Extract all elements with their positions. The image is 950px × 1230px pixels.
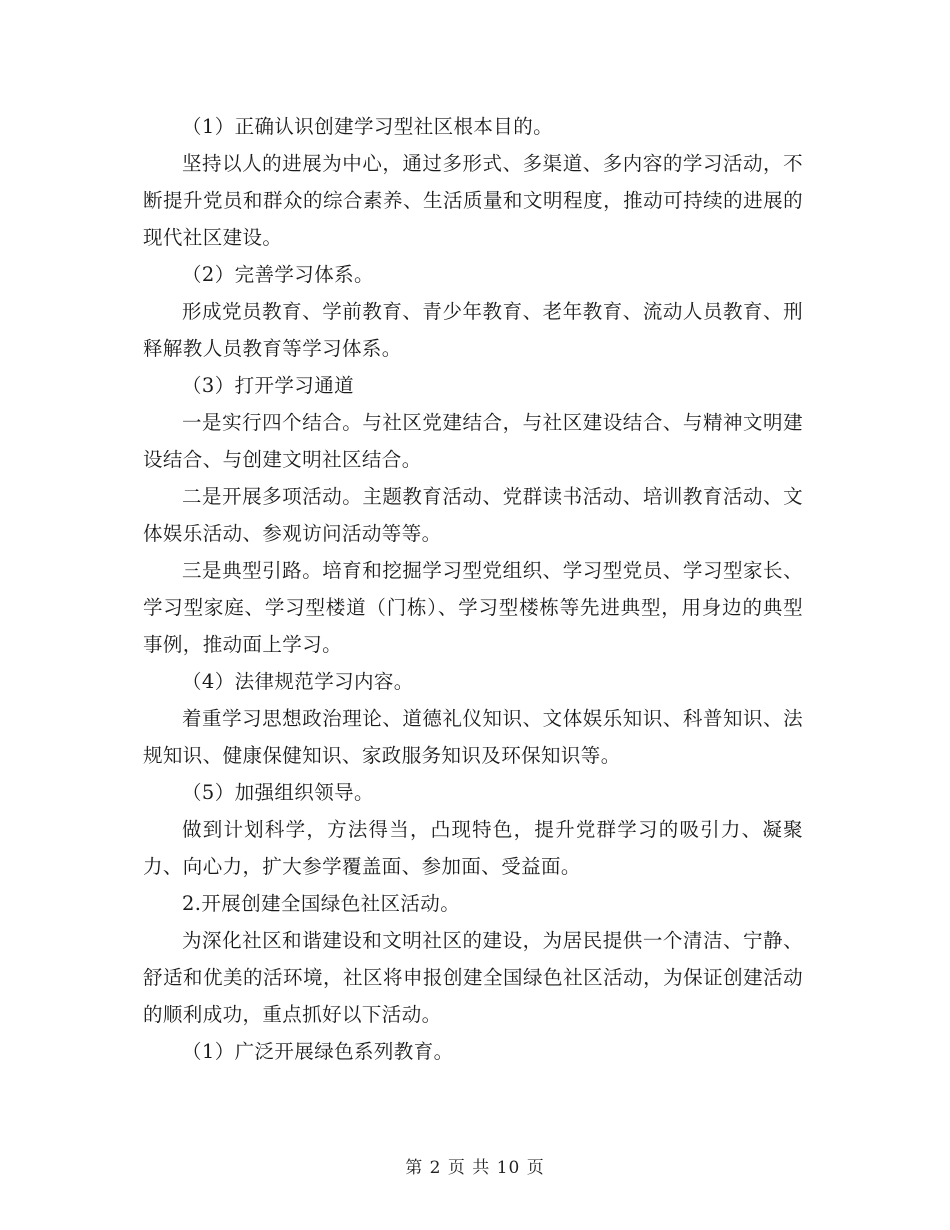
- body-paragraph: 二是开展多项活动。主题教育活动、党群读书活动、培训教育活动、文体娱乐活动、参观访问活动等等。: [143, 485, 803, 545]
- section-heading: （4）法律规范学习内容。: [182, 670, 414, 693]
- section-heading: （1）广泛开展绿色系列教育。: [182, 1040, 454, 1063]
- document-body: [143, 108, 803, 1070]
- body-paragraph: 着重学习思想政治理论、道德礼仪知识、文体娱乐知识、科普知识、法规知识、健康保健知识、家政服务知识及环保知识等。: [143, 707, 803, 767]
- section-heading: （2）完善学习体系。: [182, 263, 374, 286]
- section-heading: （5）加强组织领导。: [182, 781, 374, 804]
- body-paragraph: 为深化社区和谐建设和文明社区的建设，为居民提供一个清洁、宁静、舒适和优美的活环境，社区将申报创建全国绿色社区活动，为保证创建活动的顺利成功，重点抓好以下活动。: [143, 929, 803, 1026]
- page-number-footer: 第 2 页 共 10 页: [405, 1158, 545, 1178]
- section-heading: 2.开展创建全国绿色社区活动。: [182, 892, 461, 915]
- section-heading: （1）正确认识创建学习型社区根本目的。: [182, 115, 554, 138]
- section-heading: （3）打开学习通道: [182, 374, 355, 397]
- body-paragraph: 一是实行四个结合。与社区党建结合，与社区建设结合、与精神文明建设结合、与创建文明社区结合。: [143, 411, 803, 471]
- body-paragraph: 坚持以人的进展为中心，通过多形式、多渠道、多内容的学习活动，不断提升党员和群众的综合素养、生活质量和文明程度，推动可持续的进展的现代社区建设。: [143, 152, 803, 249]
- body-paragraph: 形成党员教育、学前教育、青少年教育、老年教育、流动人员教育、刑释解教人员教育等学习体系。: [143, 300, 803, 360]
- body-paragraph: 做到计划科学，方法得当，凸现特色，提升党群学习的吸引力、凝聚力、向心力，扩大参学覆盖面、参加面、受益面。: [143, 818, 803, 878]
- body-paragraph: 三是典型引路。培育和挖掘学习型党组织、学习型党员、学习型家长、学习型家庭、学习型楼道（门栋）、学习型楼栋等先进典型，用身边的典型事例，推动面上学习。: [143, 559, 803, 656]
